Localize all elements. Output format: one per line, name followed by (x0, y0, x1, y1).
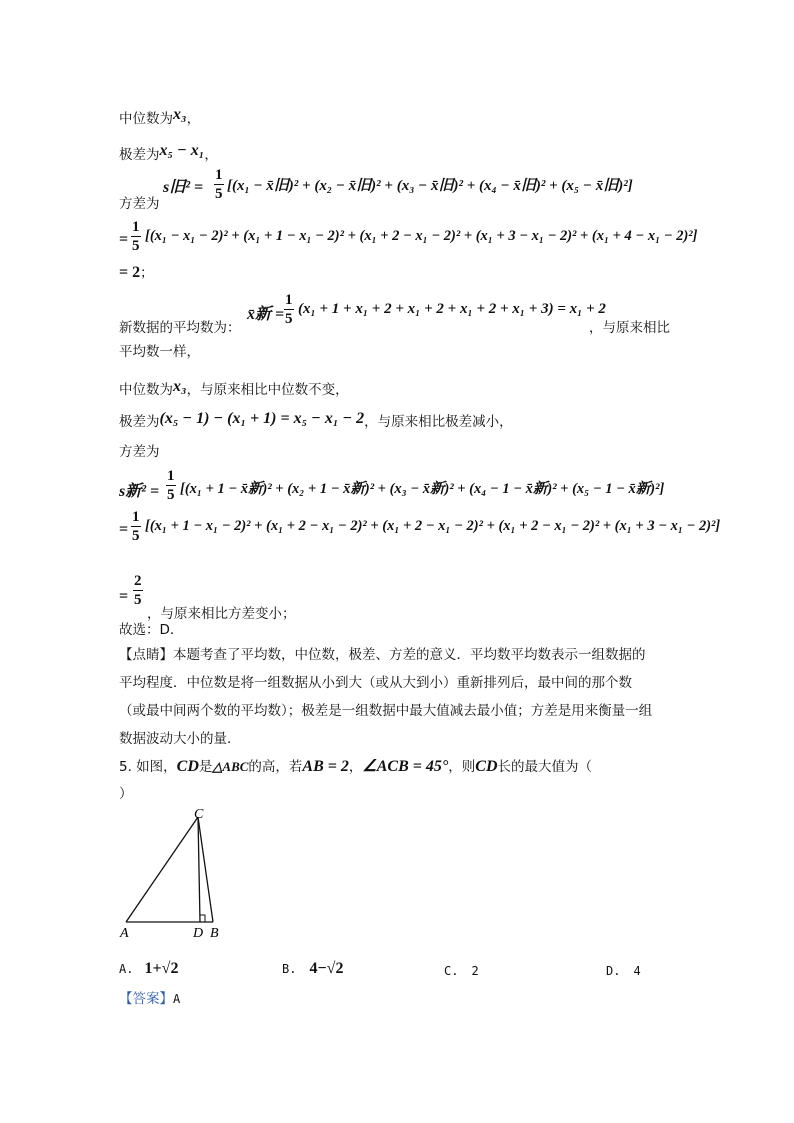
median-new-var: x₃ (173, 378, 187, 395)
variance-new-body-2: [(x₁ + 1 − x₁ − 2)² + (x₁ + 2 − x₁ − 2)² + (x₁ + 2 − x₁ − 2)² + (x₁ + 2 − x₁ − 2)² + (x₁ + 3 − x₁ − 2)²] (145, 518, 721, 534)
answer-value: A (173, 992, 181, 1006)
comment-line-1: 【点睛】本题考查了平均数，中位数，极差、方差的意义．平均数平均数表示一组数据的 (119, 647, 646, 663)
choice-a: A. 1+√2 (119, 960, 179, 977)
triangle-label: △ABC (212, 759, 249, 774)
label-a: A (120, 926, 129, 941)
choice-d: D. 4 (606, 964, 641, 978)
comment-line-4: 数据波动大小的量． (119, 731, 241, 747)
variance-old-result: = 2； (119, 264, 154, 281)
mean-new-tail: ，与原来相比 (589, 320, 670, 336)
answer-tag: 【答案】 (119, 991, 173, 1007)
median-old-line (119, 107, 200, 128)
triangle-figure (110, 805, 230, 945)
range-old-label: 极差为 (119, 147, 160, 163)
median-old-end: ， (186, 111, 201, 127)
comment-tag: 【点睛】 (119, 647, 173, 663)
range-new-expr: (x₅ − 1) − (x₁ + 1) = x₅ − x₁ − 2 (159, 410, 365, 427)
variance-new-label: 方差为 (119, 444, 160, 460)
answer-line (119, 987, 180, 1007)
cd-label: CD (176, 758, 199, 775)
label-b: B (210, 926, 219, 941)
ab-eq: AB = 2 (302, 758, 349, 775)
variance-new-body: [(x₁ + 1 − x̄新)² + (x₂ + 1 − x̄新)² + (x₃ − x̄新)² + (x₄ − 1 − x̄新)² + (x₅ − 1 − x̄新)²] (180, 481, 665, 497)
median-old-var: x₃ (173, 106, 187, 123)
range-old-end: ， (204, 147, 218, 163)
question-5-close: ） (119, 786, 133, 802)
fraction-one-fifth-3: $\frac{1}{5}$ (285, 292, 293, 327)
mean-new-label: 新数据的平均数为： (119, 320, 241, 336)
fraction-one-fifth-5: $\frac{1}{5}$ (132, 509, 140, 544)
median-new-line: 中位数为x₃，与原来相比中位数不变， (119, 378, 349, 398)
question-5: 5. 如图，CD是△ABC的高，若AB = 2，∠ACB = 45°，则CD长的最大值为（ (119, 758, 592, 775)
fraction-one-fifth-4: $\frac{1}{5}$ (167, 468, 175, 503)
variance-old-body: [(x₁ − x̄旧)² + (x₂ − x̄旧)² + (x₃ − x̄旧)² + (x₄ − x̄旧)² + (x₅ − x̄旧)²] (227, 178, 633, 194)
angle-eq: ∠ACB = 45° (362, 758, 449, 775)
variance-old-body-2: [(x₁ − x₁ − 2)² + (x₁ + 1 − x₁ − 2)² + (x₁ + 2 − x₁ − 2)² + (x₁ + 3 − x₁ − 2)² + (x₁ + 4 − x₁ − 2)²] (145, 228, 698, 244)
variance-old-label: 方差为 (119, 196, 160, 212)
choice-c: C. 2 (444, 964, 479, 978)
range-old-line (119, 143, 218, 164)
mean-new-body: (x₁ + 1 + x₁ + 2 + x₁ + 2 + x₁ + 2 + x₁ + 3) = x₁ + 2 (298, 301, 606, 317)
choose-line: 故选：D． (119, 622, 184, 638)
comment-line-3: （或最中间两个数的平均数）；极差是一组数据中最大值减去最小值；方差是用来衡量一组 (119, 703, 653, 719)
choice-b: B. 4−√2 (282, 960, 344, 977)
range-new-line: 极差为(x₅ − 1) − (x₁ + 1) = x₅ − x₁ − 2，与原来相比极差减小， (119, 410, 513, 430)
fraction-two-fifths: $\frac{2}{5}$ (134, 573, 142, 608)
variance-old-lhs: s旧² = (163, 179, 204, 196)
comment-line-2: 平均程度．中位数是将一组数据从小到大（或从大到小）重新排列后，最中间的那个数 (119, 675, 632, 691)
label-d: D (193, 926, 204, 941)
label-c: C (194, 807, 204, 822)
mean-new-lhs: x̄新 = (247, 306, 285, 323)
fraction-one-fifth-2: $\frac{1}{5}$ (132, 219, 140, 254)
fraction-one-fifth: $\frac{1}{5}$ (215, 167, 223, 202)
variance-new-lhs: s新² = (119, 483, 160, 500)
cd-label-2: CD (475, 758, 498, 775)
range-old-expr: x₅ − x₁ (159, 142, 205, 159)
median-old-label: 中位数为 (119, 111, 173, 127)
mean-new-tail2: 平均数一样， (119, 344, 200, 360)
